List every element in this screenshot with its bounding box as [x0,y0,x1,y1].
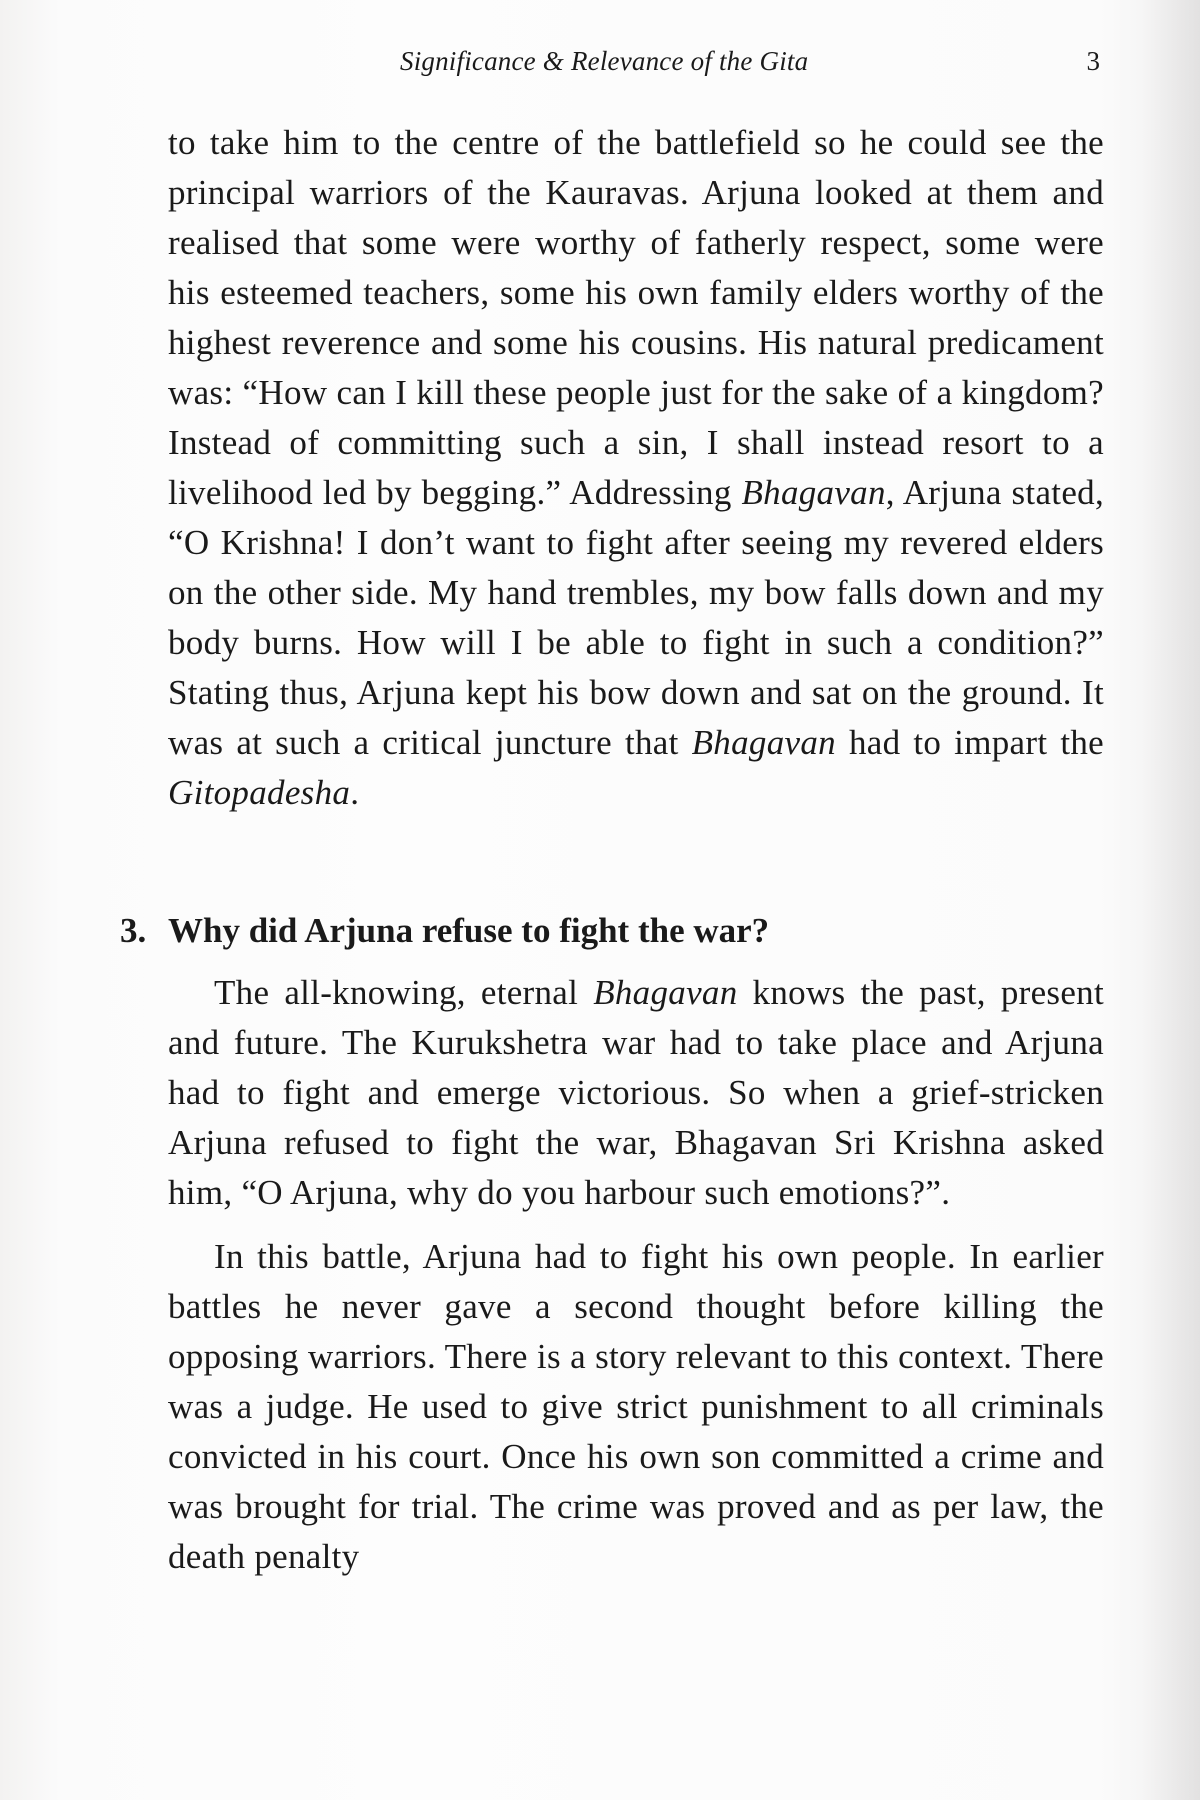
page-number: 3 [1086,46,1100,76]
page-edge-shadow [1140,0,1200,1800]
text-run: The all-knowing, eternal [214,973,594,1012]
section-heading [120,906,1104,956]
section-number: 3. [120,911,147,950]
running-title: Significance & Relevance of the Gita [400,46,809,76]
italic-term: Bhagavan [593,973,738,1012]
text-run: to take him to the centre of the battlefield so he could see the principal warriors of the Kauravas. Arjuna looked at them and realised that some were worthy of fatherly respect, some were his esteemed teachers, some his own family elders worthy of the highest reverence and some his cousins. His natural predicament was: “How can I kill these people just for the sake of a kingdom? Instead of committing such a sin, I shall instead resort to a livelihood led by begging.” Addressing [168,123,1104,512]
paragraph-judge-story: In this battle, Arjuna had to fight his own people. In earlier battles he never gave a second thought before killing the opposing warriors. There is a story relevant to this context. There was a judge. He used to give strict punishment to all criminals convicted in his court. Once his own son committed a crime and was brought for trial. The crime was proved and as per law, the death penalty [168,1237,1104,1576]
text-run: knows the past, present and future. The Kurukshetra war had to take place and Arjuna had to fight and emerge victorious. So when a grief-stricken Arjuna refused to fight the war, Bhagavan Sri Krishna asked him, “O Arjuna, why do you harbour such emotions?”. [168,973,1104,1212]
text-run: . [350,773,360,812]
text-run: , Arjuna stated, “O Krishna! I don’t want to fight after seeing my revered elders on the other side. My hand trembles, my bow falls down and my body burns. How will I be able to fight in such a condition?” Stating thus, Arjuna kept his bow down and sat on the ground. It was at such a critical juncture that [168,473,1105,762]
italic-term: Gitopadesha [168,773,351,812]
running-header [160,46,1120,86]
paragraph-arjuna-predicament [168,118,1104,818]
page-body [120,118,1105,1582]
paragraph-all-knowing-bhagavan [168,968,1104,1218]
text-run: had to impart the [835,723,1104,762]
italic-term: Bhagavan [691,723,836,762]
section-title: Why did Arjuna refuse to fight the war? [168,911,770,950]
italic-term: Bhagavan [741,473,886,512]
